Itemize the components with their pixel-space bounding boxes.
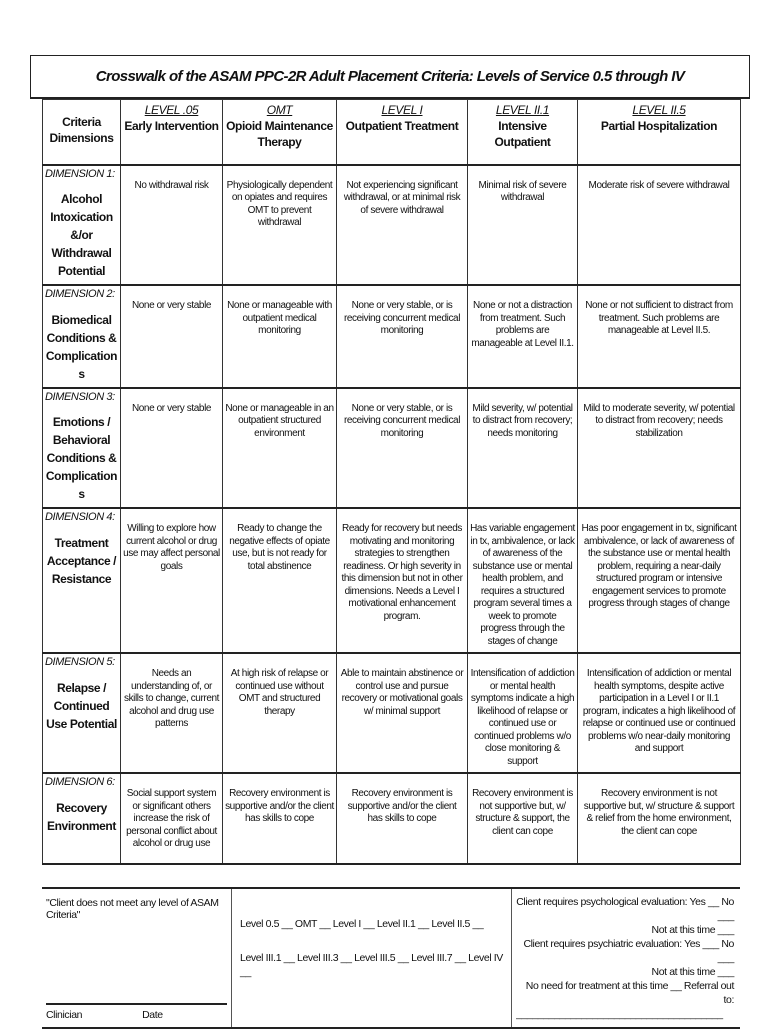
column-header: LEVEL I Outpatient Treatment (337, 100, 468, 165)
dimension-cell: DIMENSION 1: Alcohol Intoxication &/or Withdrawal Potential (43, 165, 121, 286)
criteria-cell: None or very stable (121, 388, 223, 509)
criteria-cell: Mild to moderate severity, w/ potential to distract from recovery; needs stabilization (578, 388, 741, 509)
criteria-cell: Recovery environment is not supportive but, w/ structure & support & relief from the home environment, the client can cope (578, 773, 741, 864)
column-header: LEVEL .05 Early Intervention (121, 100, 223, 165)
dimension-cell: DIMENSION 2: Biomedical Conditions & Complications (43, 285, 121, 388)
criteria-cell: None or manageable with outpatient medical monitoring (223, 285, 337, 388)
criteria-cell: At high risk of relapse or continued use without OMT and structured therapy (223, 653, 337, 773)
document-title: Crosswalk of the ASAM PPC-2R Adult Placement Criteria: Levels of Service 0.5 through IV (30, 55, 750, 99)
summary-section (42, 887, 740, 1029)
table-row (43, 508, 741, 653)
dimension-cell: DIMENSION 5: Relapse / Continued Use Potential (43, 653, 121, 773)
criteria-cell: Minimal risk of severe withdrawal (468, 165, 578, 286)
criteria-cell: Recovery environment is supportive and/or the client has skills to cope (337, 773, 468, 864)
level-selection-box (232, 889, 512, 1027)
table-row (43, 653, 741, 773)
header-row (43, 100, 741, 165)
clinician-label: Clinician (46, 1009, 83, 1021)
criteria-cell: No withdrawal risk (121, 165, 223, 286)
psych-not[interactable]: Not at this time ___ (651, 924, 734, 936)
criteria-cell: Ready to change the negative effects of opiate use, but is not ready for total abstinence (223, 508, 337, 653)
criteria-cell: Has poor engagement in tx, significant ambivalence, or lack of awareness of the substance use or mental health problem, requiring a near-daily structured program or intensive engagement services to promote progress through stages of change (578, 508, 741, 653)
dimension-cell: DIMENSION 4: Treatment Acceptance / Resistance (43, 508, 121, 653)
criteria-header: Criteria Dimensions (43, 100, 121, 165)
crosswalk-table (42, 99, 741, 865)
criteria-cell: Intensification of addiction or mental health symptoms, despite active participation in a Level I or II.1 program, indicates a high likelihood of relapse or continued use or continued problems w/o near-daily monitoring and support (578, 653, 741, 773)
criteria-cell: None or very stable (121, 285, 223, 388)
criteria-cell: Able to maintain abstinence or control use and pursue recovery or motivational goals w/ minimal support (337, 653, 468, 773)
criteria-cell: Mild severity, w/ potential to distract from recovery; needs monitoring (468, 388, 578, 509)
criteria-cell: Moderate risk of severe withdrawal (578, 165, 741, 286)
no-need[interactable]: No need for treatment at this time __ Referral out to: (525, 980, 734, 1006)
criteria-cell: None or manageable in an outpatient structured environment (223, 388, 337, 509)
column-header: LEVEL II.1 Intensive Outpatient (468, 100, 578, 165)
clinician-box (42, 889, 232, 1027)
criteria-cell: Not experiencing significant withdrawal, or at minimal risk of severe withdrawal (337, 165, 468, 286)
not-meet-note: "Client does not meet any level of ASAM Criteria" (46, 897, 219, 921)
table-row (43, 165, 741, 286)
levels-line-2[interactable]: Level III.1 __ Level III.3 __ Level III.5 __ Level III.7 __ Level IV __ (240, 952, 503, 978)
dimension-cell: DIMENSION 3: Emotions / Behavioral Conditions & Complications (43, 388, 121, 509)
dimension-cell: DIMENSION 6: Recovery Environment (43, 773, 121, 864)
psychiatric-not[interactable]: Not at this time ___ (651, 966, 734, 978)
criteria-cell: None or not a distraction from treatment. Such problems are manageable at Level II.1. (468, 285, 578, 388)
signature-line[interactable] (46, 1003, 227, 1005)
psych-eval[interactable]: Client requires psychological evaluation: Yes __ No ___ (516, 896, 734, 922)
date-label: Date (142, 1009, 163, 1021)
criteria-cell: Willing to explore how current alcohol or drug use may affect personal goals (121, 508, 223, 653)
criteria-cell: Intensification of addiction or mental health symptoms indicate a high likelihood of relapse or continued use or continued problems w/o close monitoring & support (468, 653, 578, 773)
column-header: LEVEL II.5 Partial Hospitalization (578, 100, 741, 165)
criteria-cell: Needs an understanding of, or skills to change, current alcohol and drug use patterns (121, 653, 223, 773)
criteria-cell: Social support system or significant others increase the risk of personal conflict about alcohol or drug use (121, 773, 223, 864)
page (30, 0, 750, 1029)
table-row (43, 773, 741, 864)
criteria-cell: Has variable engagement in tx, ambivalence, or lack of awareness of the substance use or mental health problem, and requires a structured program several times a week to promote progress through the stages of change (468, 508, 578, 653)
criteria-cell: Ready for recovery but needs motivating and monitoring strategies to strengthen readiness. Or high severity in this dimension but not in other dimensions. Needs a Level I motivational enhancement program. (337, 508, 468, 653)
evaluation-box (512, 889, 740, 1027)
criteria-cell: None or not sufficient to distract from treatment. Such problems are manageable at Level II.5. (578, 285, 741, 388)
referral-line[interactable]: ______________________________________ (516, 1008, 723, 1020)
levels-line-1[interactable]: Level 0.5 __ OMT __ Level I __ Level II.1 __ Level II.5 __ (240, 918, 484, 930)
table-row (43, 388, 741, 509)
criteria-cell: None or very stable, or is receiving concurrent medical monitoring (337, 285, 468, 388)
criteria-cell: Recovery environment is not supportive but, w/ structure & support, the client can cope (468, 773, 578, 864)
psychiatric-eval[interactable]: Client requires psychiatric evaluation: Yes ___ No ___ (523, 938, 734, 964)
criteria-cell: None or very stable, or is receiving concurrent medical monitoring (337, 388, 468, 509)
column-header: OMT Opioid Maintenance Therapy (223, 100, 337, 165)
criteria-cell: Recovery environment is supportive and/or the client has skills to cope (223, 773, 337, 864)
table-row (43, 285, 741, 388)
criteria-cell: Physiologically dependent on opiates and requires OMT to prevent withdrawal (223, 165, 337, 286)
